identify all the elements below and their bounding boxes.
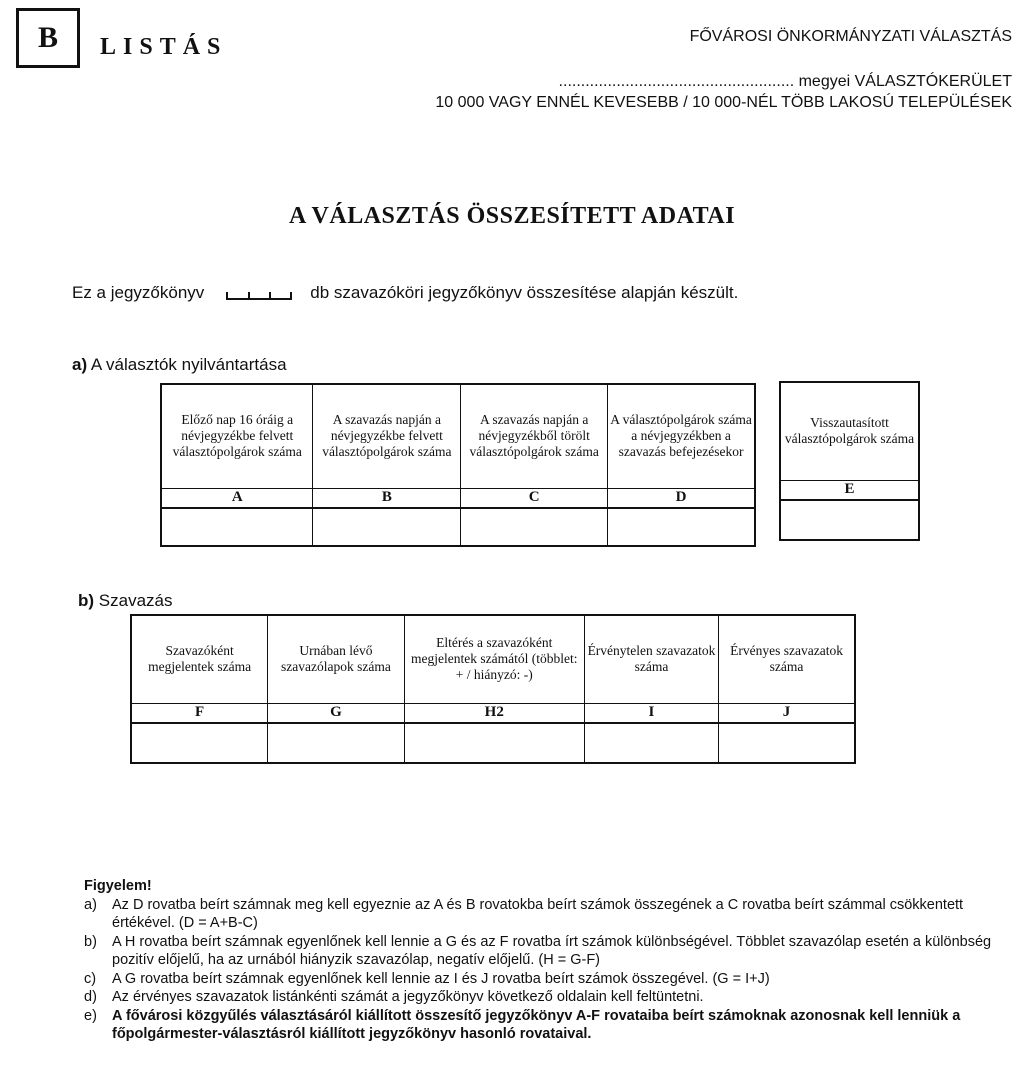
- column-letter-d: D: [608, 488, 755, 508]
- column-letter-j: J: [719, 703, 855, 723]
- section-b-title: Szavazás: [98, 591, 173, 610]
- table-entry-row: [131, 723, 855, 763]
- entry-field-a[interactable]: [161, 508, 313, 546]
- table-header-row: [131, 615, 855, 703]
- column-letter-h2: H2: [404, 703, 584, 723]
- entry-field-b[interactable]: [313, 508, 461, 546]
- table-letter-row: [131, 703, 855, 723]
- settlement-category: 10 000 VAGY ENNÉL KEVESEBB / 10 000-NÉL TÖBB LAKOSÚ TELEPÜLÉSEK: [435, 94, 1012, 111]
- entry-field-e[interactable]: [780, 500, 919, 540]
- column-letter-f: F: [131, 703, 268, 723]
- section-a-heading: [72, 355, 287, 375]
- column-header-h2: Eltérés a szavazóként megjelentek számától (többlet: + / hiányzó: -): [404, 615, 584, 703]
- note-label: b): [84, 933, 97, 950]
- note-text: A G rovatba beírt számnak egyenlőnek kell lennie az I és J rovatba beírt számok összegével. (G = I+J): [112, 970, 770, 987]
- entry-field-i[interactable]: [584, 723, 718, 763]
- intro-text-before: Ez a jegyzőkönyv: [72, 283, 205, 302]
- column-header-d: A választópolgárok száma a névjegyzékben a szavazás befejezésekor: [608, 384, 755, 488]
- column-header-j: Érvényes szavazatok száma: [719, 615, 855, 703]
- section-b-heading: [78, 591, 172, 611]
- section-a-title: A választók nyilvántartása: [90, 355, 287, 374]
- column-letter-c: C: [461, 488, 608, 508]
- entry-field-d[interactable]: [608, 508, 755, 546]
- note-item: [84, 988, 1004, 1007]
- section-a-label: a): [72, 355, 88, 374]
- entry-field-c[interactable]: [461, 508, 608, 546]
- page-title: A VÁLASZTÁS ÖSSZESÍTETT ADATAI: [288, 203, 736, 229]
- table-entry-row: [161, 508, 755, 546]
- section-b-label: b): [78, 591, 95, 610]
- column-header-c: A szavazás napján a névjegyzékből törölt választópolgárok száma: [461, 384, 608, 488]
- note-item: [84, 1007, 1004, 1044]
- column-letter-a: A: [161, 488, 313, 508]
- notes-heading: Figyelem!: [84, 878, 152, 894]
- note-item: [84, 933, 1004, 970]
- intro-text-after: db szavazóköri jegyzőkönyv összesítése alapján készült.: [310, 283, 739, 302]
- note-text: Az D rovatba beírt számnak meg kell egyeznie az A és B rovatokba beírt számok összegének a C rovatba beírt számmal csökkentett értékével. (D = A+B-C): [112, 896, 964, 931]
- table-entry-row: [780, 500, 919, 540]
- note-item: [84, 896, 1004, 933]
- note-label: c): [84, 970, 97, 987]
- note-label: d): [84, 989, 97, 1005]
- note-text: A fővárosi közgyűlés választásáról kiállított összesítő jegyzőkönyv A-F rovataiba beírt számoknak azonosnak kell lenniük a főpolgármester-választásról kiállított jegyzőkönyv hasonló rovataival.: [112, 1007, 961, 1042]
- column-header-i: Érvénytelen szavazatok száma: [584, 615, 718, 703]
- ballot-type-badge: B: [16, 8, 80, 68]
- table-header-row: [161, 384, 755, 488]
- refused-voters-table: [779, 381, 920, 541]
- column-header-e: Visszautasított választópolgárok száma: [780, 382, 919, 480]
- entry-field-h2[interactable]: [404, 723, 584, 763]
- note-label: e): [84, 1007, 97, 1024]
- column-letter-g: G: [268, 703, 404, 723]
- district-line: ..................................................... megyei VÁLASZTÓKERÜLET: [558, 73, 1012, 90]
- table-letter-row: [161, 488, 755, 508]
- note-text: A H rovatba beírt számnak egyenlőnek kell lennie a G és az F rovatba írt számok különbségével. Többlet szavazólap esetén a különbség pozitív előjelű, ha az urnából hiányzik szavazólap, negatív előjelű. (H = G-F): [112, 933, 992, 968]
- list-type-label: LISTÁS: [100, 34, 228, 60]
- note-item: [84, 970, 1004, 989]
- column-header-g: Urnában lévő szavazólapok száma: [268, 615, 404, 703]
- column-letter-e: E: [780, 480, 919, 500]
- table-letter-row: [780, 480, 919, 500]
- column-header-f: Szavazóként megjelentek száma: [131, 615, 268, 703]
- notes-block: [84, 877, 1004, 1044]
- entry-field-g[interactable]: [268, 723, 404, 763]
- note-text: Az érvényes szavazatok listánkénti számát a jegyzőkönyv következő oldalain kell feltüntetni.: [112, 989, 704, 1005]
- column-header-b: A szavazás napján a névjegyzékbe felvett választópolgárok száma: [313, 384, 461, 488]
- column-letter-i: I: [584, 703, 718, 723]
- column-header-a: Előző nap 16 óráig a névjegyzékbe felvett választópolgárok száma: [161, 384, 313, 488]
- table-header-row: [780, 382, 919, 480]
- election-name: FŐVÁROSI ÖNKORMÁNYZATI VÁLASZTÁS: [689, 28, 1012, 45]
- voting-table: [130, 614, 856, 764]
- column-letter-b: B: [313, 488, 461, 508]
- note-label: a): [84, 896, 97, 913]
- entry-field-j[interactable]: [719, 723, 855, 763]
- voter-register-table: [160, 383, 756, 547]
- entry-field-f[interactable]: [131, 723, 268, 763]
- precinct-count-field[interactable]: [226, 286, 292, 300]
- intro-line: [72, 283, 738, 303]
